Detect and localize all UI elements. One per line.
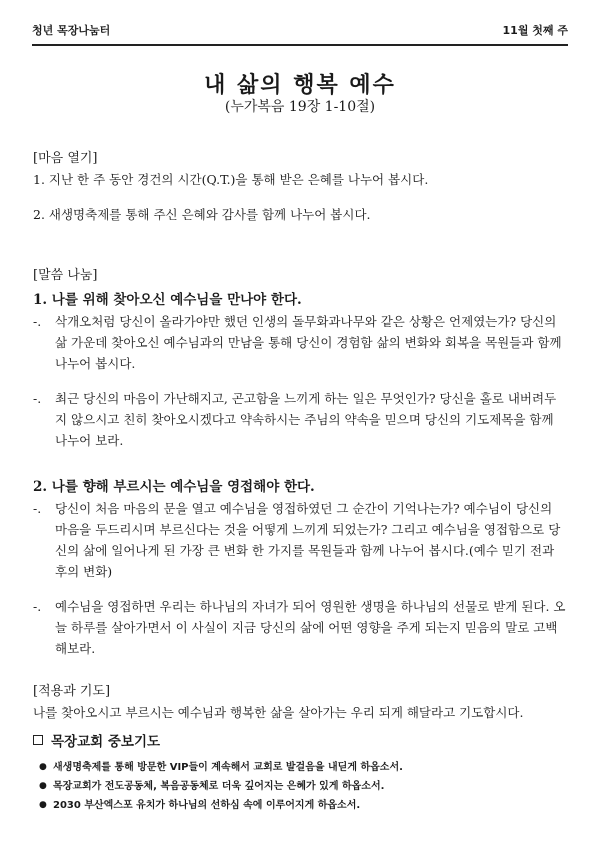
paragraph-text: 당신이 처음 마음의 문을 열고 예수님을 영접하였던 그 순간이 기억나는가? 예수님이 당신의 마음을 두드리시며 부르신다는 것을 어떻게 느끼게 되었는가? 그리고 예수님을 영접함으로 당신의 삶에 일어나게 된 가장 큰 변화 한 가지를 목원들과 함께 나누어 봅시다.(예수 믿기 전과 후의 변화) bbox=[55, 501, 561, 579]
paragraph-text: 삭개오처럼 당신이 올라가야만 했던 인생의 돌무화과나무와 같은 상황은 언제였는가? 당신의 삶 가운데 찾아오신 예수님과의 만남을 통해 당신이 경험함 삶의 변화와 회복을 목원들과 함께 나누어 봅시다. bbox=[55, 314, 562, 371]
application-text: 나를 찾아오시고 부르시는 예수님과 행복한 삶을 살아가는 우리 되게 해달라고 기도합시다. bbox=[33, 705, 524, 720]
bullet-icon: ● bbox=[39, 762, 47, 772]
prayer-item-text: 새생명축제를 통해 방문한 VIP들이 계속해서 교회로 발걸음을 내딛게 하옵소서. bbox=[53, 762, 403, 773]
prayer-item bbox=[33, 777, 566, 796]
paragraph-text: 최근 당신의 마음이 가난해지고, 곤고함을 느끼게 하는 일은 무엇인가? 당신을 홀로 내버려두지 않으시고 친히 찾아오시겠다고 약속하시는 주님의 약속을 믿으며 당신의 기도제목을 함께 나누어 보라. bbox=[55, 391, 557, 448]
bullet-icon: ● bbox=[39, 800, 47, 810]
prayer-item bbox=[33, 796, 566, 815]
paragraph-text: 예수님을 영접하면 우리는 하나님의 자녀가 되어 영원한 생명을 하나님의 선물로 받게 된다. 오늘 하루를 살아가면서 이 사실이 지금 당신의 삶에 어떤 영향을 주게 되는지 믿음의 말로 고백해보라. bbox=[55, 599, 566, 656]
dash-marker: -. bbox=[33, 501, 42, 516]
question-title: 1. 나를 위해 찾아오신 예수님을 만나야 한다. bbox=[33, 292, 302, 308]
checkbox-square-icon bbox=[33, 735, 43, 745]
scripture-reference: (누가복음 19장 1-10절) bbox=[224, 99, 376, 115]
header-group-name: 청년 목장나눔터 bbox=[32, 24, 111, 37]
page-title: 내 삶의 행복 예수 bbox=[204, 72, 396, 98]
question-title: 2. 나를 향해 부르시는 예수님을 영접해야 한다. bbox=[33, 479, 315, 495]
question-paragraph bbox=[33, 498, 566, 582]
main-content bbox=[33, 148, 566, 723]
prayer-item bbox=[33, 758, 566, 777]
question-paragraph bbox=[33, 311, 566, 374]
section-heading-application: [적용과 기도] bbox=[33, 684, 111, 699]
question-paragraph bbox=[33, 388, 566, 451]
prayer-item-text: 2030 부산엑스포 유치가 하나님의 선하심 속에 이루어지게 하옵소서. bbox=[53, 800, 361, 811]
prayer-item-text: 목장교회가 전도공동체, 복음공동체로 더욱 깊어지는 은혜가 있게 하옵소서. bbox=[53, 781, 385, 792]
prayer-heading bbox=[33, 730, 566, 750]
prayer-list bbox=[33, 758, 566, 815]
opening-item: 1. 지난 한 주 동안 경건의 시간(Q.T.)을 통해 받은 은혜를 나누어 봅시다. bbox=[33, 172, 429, 187]
dash-marker: -. bbox=[33, 599, 42, 614]
section-heading-sharing: [말씀 나눔] bbox=[33, 268, 98, 283]
question-paragraph bbox=[33, 596, 566, 659]
dash-marker: -. bbox=[33, 391, 42, 406]
page-header bbox=[32, 22, 568, 46]
prayer-section bbox=[33, 730, 566, 815]
bullet-icon: ● bbox=[39, 781, 47, 791]
prayer-heading-text: 목장교회 중보기도 bbox=[51, 734, 161, 750]
opening-item: 2. 새생명축제를 통해 주신 은혜와 감사를 함께 나누어 봅시다. bbox=[33, 207, 371, 222]
dash-marker: -. bbox=[33, 314, 42, 329]
section-heading-opening: [마음 열기] bbox=[33, 151, 98, 166]
header-week: 11월 첫째 주 bbox=[502, 24, 568, 37]
